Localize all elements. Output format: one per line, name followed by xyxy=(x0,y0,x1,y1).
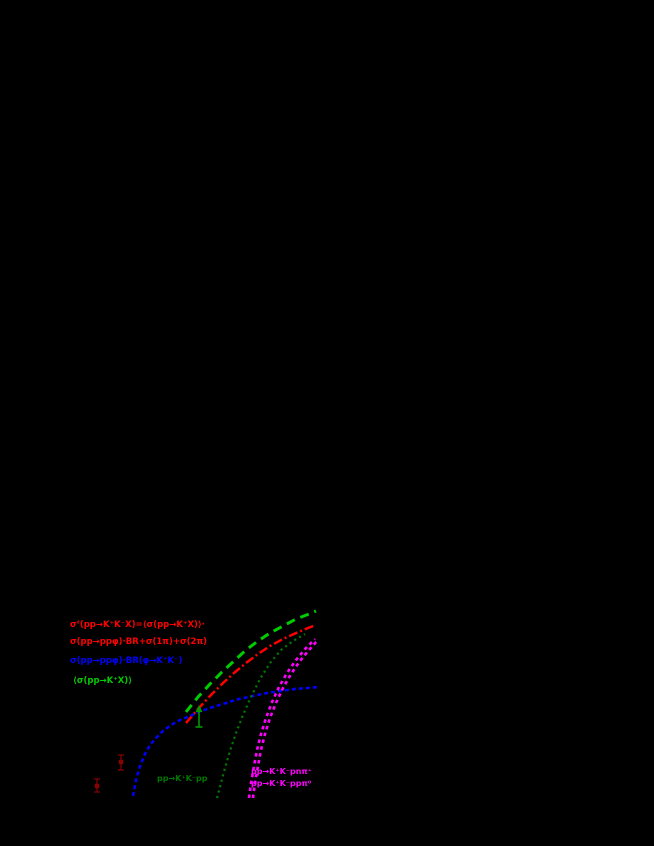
curve-label-five-body-pp: pp→K⁺K⁻ppπ⁰ xyxy=(251,779,312,788)
data-point-1-marker xyxy=(95,784,99,788)
legend-inclusive-kplus: ⟨σ(pp→K⁺X)⟩ xyxy=(73,676,133,686)
legend-formula-line1: σᶠ(pp→K⁺K⁻X)=⟨σ(pp→K⁺X)⟩· xyxy=(70,620,206,630)
legend-phi-channel: σ(pp→ppφ)·BR(φ→K⁺K⁻) xyxy=(70,656,183,666)
legend-formula-line2: σ(pp→ppφ)·BR+σ(1π)+σ(2π) xyxy=(70,637,208,647)
curve-label-five-body-pn: pp→K⁺K⁻pnπ⁺ xyxy=(251,767,312,776)
curve-label-four-body: pp→K⁺K⁻pp xyxy=(157,774,208,783)
data-point-2-marker xyxy=(119,760,123,764)
